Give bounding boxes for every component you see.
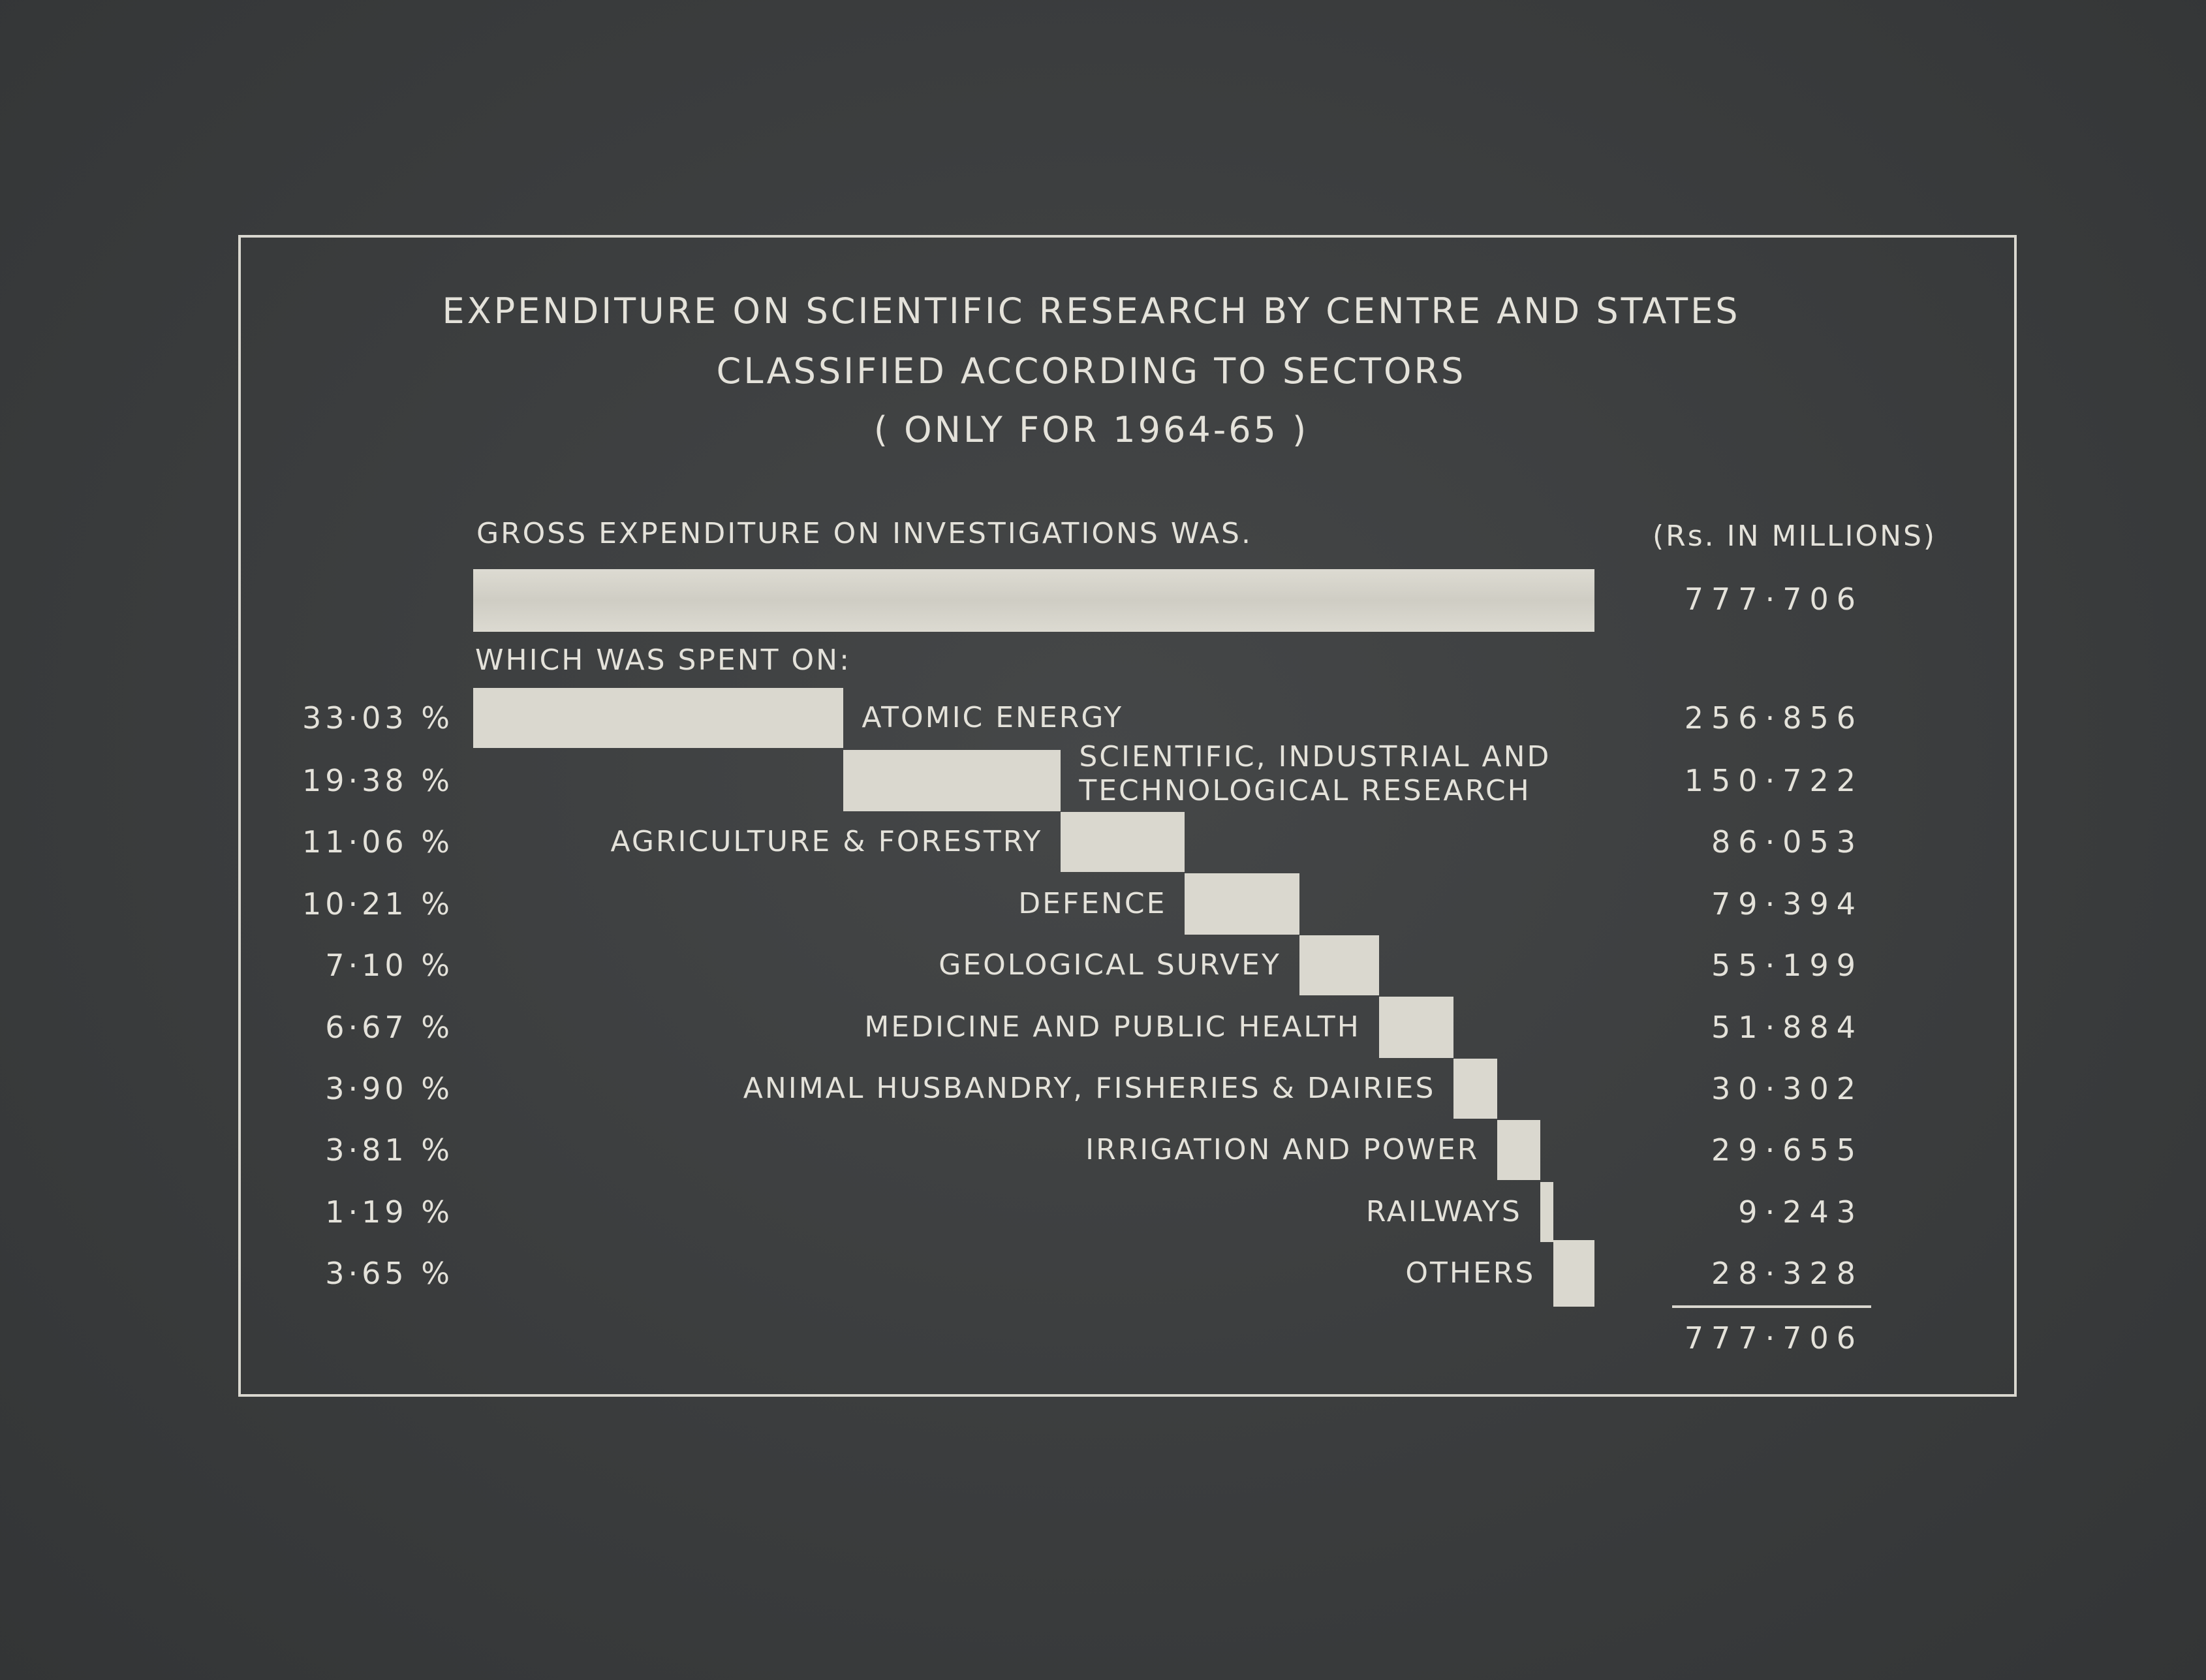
category-label-6 [743,1074,1436,1103]
value-label-2: 86·053 [1711,824,1863,860]
bar-7 [1497,1120,1540,1180]
category-label-3 [1018,887,1167,920]
value-label-7: 29·655 [1711,1132,1863,1168]
category-label-line: RAILWAYS [1365,1195,1522,1228]
category-label-line: ANIMAL HUSBANDRY, FISHERIES & DAIRIES [743,1072,1436,1105]
bar-4 [1299,935,1379,995]
percent-label-7: 3·81 % [325,1132,454,1168]
category-label-line: IRRIGATION AND POWER [1085,1133,1480,1166]
category-label-0 [862,701,1124,734]
percent-label-0: 33·03 % [302,700,454,736]
value-label-1: 150·722 [1684,763,1863,798]
value-label-9: 28·328 [1711,1256,1863,1291]
value-label-0: 256·856 [1684,700,1863,736]
percent-label-6: 3·90 % [325,1071,454,1106]
bar-2 [1061,812,1185,872]
category-label-line: AGRICULTURE & FORESTRY [610,825,1043,858]
category-label-5 [864,1010,1361,1044]
percent-label-3: 10·21 % [302,886,454,922]
category-label-line: DEFENCE [1018,887,1167,920]
chart-title-line-1: EXPENDITURE ON SCIENTIFIC RESEARCH BY CENTRE AND STATES [442,290,1741,332]
value-label-8: 9·243 [1738,1194,1863,1230]
gross-expenditure-label: GROSS EXPENDITURE ON INVESTIGATIONS WAS. [476,517,1252,550]
total-rule [1672,1305,1871,1308]
percent-label-5: 6·67 % [325,1010,454,1045]
category-label-7 [1085,1133,1480,1166]
chart-title-line-3: ( ONLY FOR 1964-65 ) [873,409,1309,450]
category-label-4 [939,948,1281,982]
value-label-6: 30·302 [1711,1071,1863,1106]
value-label-5: 51·884 [1711,1010,1863,1045]
category-label-2 [610,825,1043,858]
bar-6 [1453,1059,1497,1119]
chart-title-line-2: CLASSIFIED ACCORDING TO SECTORS [716,350,1467,392]
percent-label-9: 3·65 % [325,1256,454,1291]
value-label-3: 79·394 [1711,886,1863,922]
bar-5 [1379,997,1454,1058]
bar-0 [473,688,843,748]
category-label-line: OTHERS [1405,1256,1536,1290]
value-label-4: 55·199 [1711,948,1863,983]
total-value: 777·706 [1684,1320,1863,1356]
category-label-line: TECHNOLOGICAL RESEARCH [1079,774,1531,807]
category-label-line: GEOLOGICAL SURVEY [939,948,1281,982]
category-label-1 [1079,740,1551,807]
percent-label-1: 19·38 % [302,763,454,798]
category-label-line: SCIENTIFIC, INDUSTRIAL AND [1079,740,1551,773]
category-label-line: MEDICINE AND PUBLIC HEALTH [864,1010,1361,1044]
bar-1 [843,750,1061,811]
bar-3 [1185,873,1299,935]
bar-9 [1553,1240,1594,1307]
bar-8 [1540,1182,1553,1242]
category-label-9 [1405,1256,1536,1290]
percent-label-4: 7·10 % [325,948,454,983]
category-label-8 [1365,1195,1522,1228]
percent-label-8: 1·19 % [325,1194,454,1230]
gross-expenditure-value: 777·706 [1684,582,1863,617]
percent-label-2: 11·06 % [302,824,454,860]
unit-label: (Rs. IN MILLIONS) [1653,520,1937,553]
gross-expenditure-bar [473,569,1594,632]
category-label-line: ATOMIC ENERGY [862,701,1124,734]
spent-on-label: WHICH WAS SPENT ON: [475,644,851,677]
